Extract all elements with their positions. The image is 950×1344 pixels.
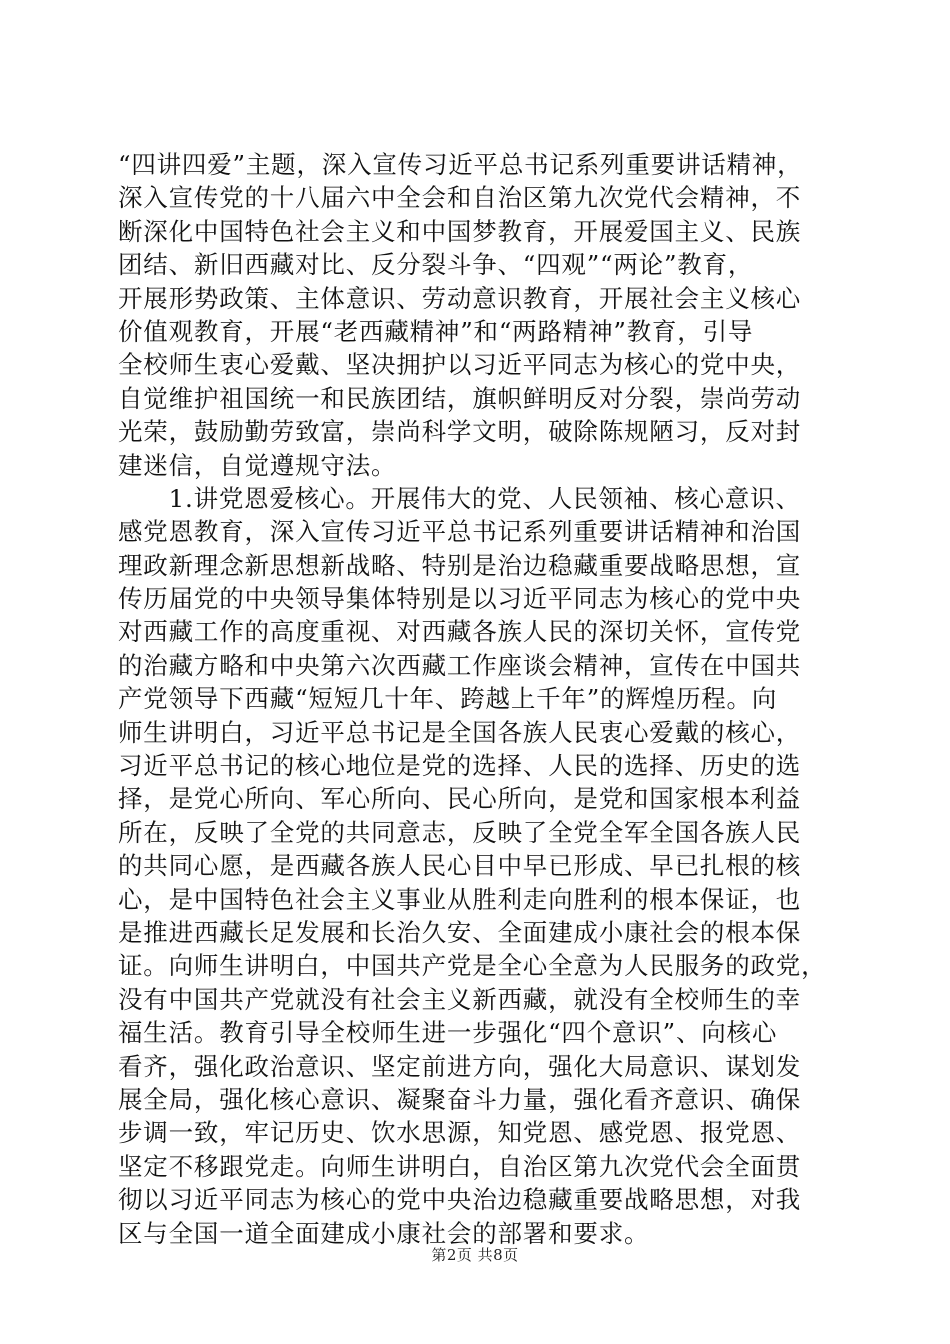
text-line: 全校师生衷心爱戴、坚决拥护以习近平同志为核心的党中央， (118, 350, 802, 380)
text-line: 没有中国共产党就没有社会主义新西藏，就没有全校师生的幸 (118, 984, 802, 1014)
text-line: 坚定不移跟党走。向师生讲明白，自治区第九次党代会全面贯 (118, 1151, 802, 1181)
text-line: 开展形势政策、主体意识、劳动意识教育，开展社会主义核心 (118, 283, 802, 313)
text-line: 彻以习近平同志为核心的党中央治边稳藏重要战略思想，对我 (118, 1185, 802, 1215)
text-line: 心，是中国特色社会主义事业从胜利走向胜利的根本保证，也 (118, 884, 802, 914)
text-line: 看齐，强化政治意识、坚定前进方向，强化大局意识、谋划发 (118, 1051, 802, 1081)
text-line: 证。向师生讲明白，中国共产党是全心全意为人民服务的政党， (118, 951, 827, 981)
text-line: 产党领导下西藏“短短几十年、跨越上千年”的辉煌历程。向 (118, 684, 778, 714)
text-line: 团结、新旧西藏对比、反分裂斗争、“四观”“两论”教育， (118, 250, 754, 280)
text-line: 传历届党的中央领导集体特别是以习近平同志为核心的党中央 (118, 584, 802, 614)
text-line: 福生活。教育引导全校师生进一步强化“四个意识”、向核心 (118, 1018, 778, 1048)
text-line: 理政新理念新思想新战略、特别是治边稳藏重要战略思想，宣 (118, 550, 802, 580)
text-line: 的治藏方略和中央第六次西藏工作座谈会精神，宣传在中国共 (118, 650, 802, 680)
text-line: 对西藏工作的高度重视、对西藏各族人民的深切关怀，宣传党 (118, 617, 802, 647)
text-line: 展全局，强化核心意识、凝聚奋斗力量，强化看齐意识、确保 (118, 1084, 802, 1114)
text-line: 择，是党心所向、军心所向、民心所向，是党和国家根本利益 (118, 784, 802, 814)
text-line: 所在，反映了全党的共同意志，反映了全党全军全国各族人民 (118, 817, 802, 847)
text-line: 1.讲党恩爱核心。开展伟大的党、人民领袖、核心意识、 (118, 483, 801, 513)
text-line: 深入宣传党的十八届六中全会和自治区第九次党代会精神，不 (118, 183, 802, 213)
text-line: 感党恩教育，深入宣传习近平总书记系列重要讲话精神和治国 (118, 517, 802, 547)
text-line: 步调一致，牢记历史、饮水思源，知党恩、感党恩、报党恩、 (118, 1118, 802, 1148)
text-line: 价值观教育，开展“老西藏精神”和“两路精神”教育，引导 (118, 316, 754, 346)
text-line: 的共同心愿，是西藏各族人民心目中早已形成、早已扎根的核 (118, 851, 802, 881)
text-line: “四讲四爱”主题，深入宣传习近平总书记系列重要讲话精神， (118, 150, 803, 179)
text-line: 自觉维护祖国统一和民族团结，旗帜鲜明反对分裂，崇尚劳动 (118, 383, 802, 413)
text-line: 建迷信，自觉遵规守法。 (118, 450, 397, 480)
text-line: 是推进西藏长足发展和长治久安、全面建成小康社会的根本保 (118, 917, 802, 947)
text-lines (118, 148, 834, 1250)
text-line: 师生讲明白，习近平总书记是全国各族人民衷心爱戴的核心， (118, 717, 802, 747)
text-line: 区与全国一道全面建成小康社会的部署和要求。 (118, 1218, 650, 1248)
text-line: 断深化中国特色社会主义和中国梦教育，开展爱国主义、民族 (118, 216, 802, 246)
page-footer: 第2页 共8页 (431, 1246, 519, 1264)
body-text (118, 148, 834, 1250)
text-line: 光荣，鼓励勤劳致富，崇尚科学文明，破除陈规陋习，反对封 (118, 417, 802, 447)
text-line: 习近平总书记的核心地位是党的选择、人民的选择、历史的选 (118, 751, 802, 781)
